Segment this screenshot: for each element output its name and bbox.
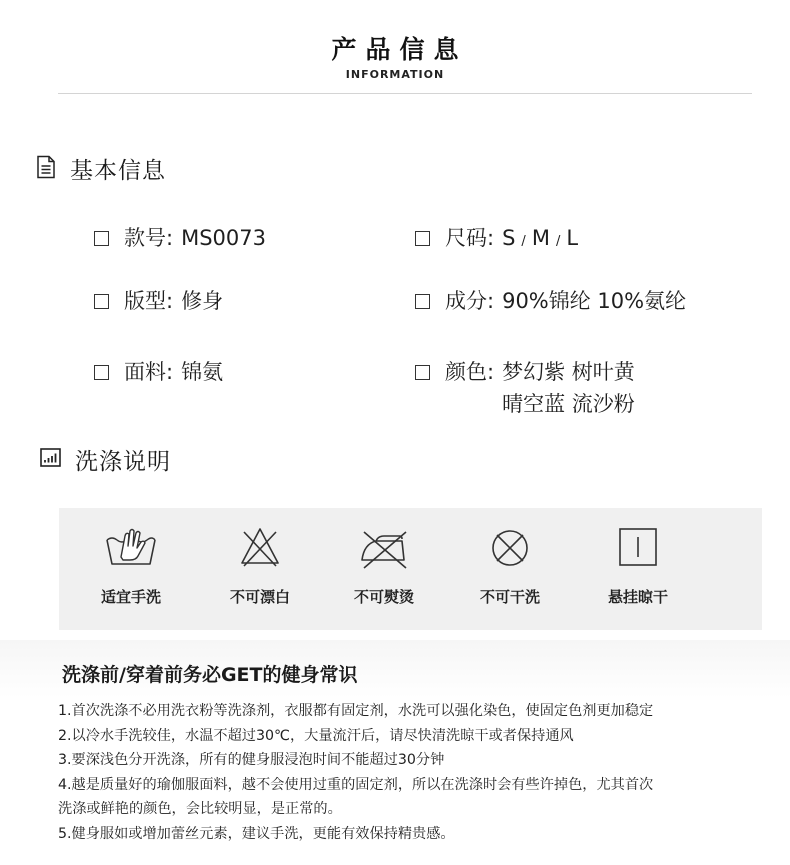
wash-item-no-bleach	[205, 508, 315, 630]
tip-item: 2.以冷水手洗较佳，水温不超过30℃，大量流汗后，请尽快清洗晾干或者保持通风	[58, 727, 574, 744]
size-l: L	[566, 226, 579, 250]
info-key: 尺码:	[445, 226, 495, 250]
tip-item: 5.健身服如或增加蕾丝元素，建议手洗，更能有效保持精贵感。	[58, 825, 455, 842]
hand-wash-icon	[103, 526, 159, 570]
info-value: 修身	[181, 289, 224, 313]
checkbox-square	[415, 365, 430, 380]
tips-section	[0, 640, 790, 865]
checkbox-square	[415, 231, 430, 246]
no-dry-clean-icon	[482, 526, 538, 570]
size-separator: /	[555, 234, 561, 249]
info-item-color	[415, 356, 635, 420]
info-value: 90%锦纶 10%氨纶	[502, 289, 687, 313]
tips-list	[58, 699, 778, 847]
tip-item-continued: 洗涤或鲜艳的颜色，会比较明显，是正常的。	[58, 801, 342, 818]
page-header	[0, 0, 790, 100]
color-values	[502, 356, 635, 420]
tip-item: 4.越是质量好的瑜伽服面料，越不会使用过重的固定剂，所以在洗涤时会有些许掉色，尤其首次	[58, 776, 654, 793]
wash-panel	[59, 508, 762, 630]
info-key: 版型:	[124, 289, 174, 313]
wash-label: 不可熨烫	[353, 588, 414, 606]
checkbox-square	[415, 294, 430, 309]
page-subtitle: INFORMATION	[345, 68, 445, 81]
wash-item-hand-wash	[76, 508, 186, 630]
wash-item-no-dry-clean	[455, 508, 565, 630]
wash-label: 不可干洗	[479, 588, 540, 606]
basic-info-heading	[36, 152, 166, 185]
info-item-fit	[94, 285, 223, 317]
size-values	[502, 222, 578, 258]
tip-item: 1.首次洗涤不必用洗衣粉等洗涤剂，衣服都有固定剂，水洗可以强化染色，使固定色剂更加稳定	[58, 703, 654, 719]
info-key: 款号:	[124, 226, 174, 250]
wash-item-no-iron	[329, 508, 439, 630]
info-item-composition	[415, 285, 686, 317]
chart-frame-icon	[40, 448, 61, 471]
checkbox-square	[94, 294, 109, 309]
info-item-size	[415, 222, 578, 258]
info-key: 颜色:	[445, 360, 495, 384]
document-icon	[36, 155, 56, 183]
wash-label: 不可漂白	[229, 588, 290, 606]
no-iron-icon	[356, 526, 412, 570]
info-item-fabric	[94, 356, 223, 388]
size-m: M	[531, 226, 550, 250]
info-item-style-no	[94, 222, 266, 254]
wash-label: 悬挂晾干	[607, 588, 668, 606]
hang-dry-icon	[610, 526, 666, 570]
info-value: 锦氨	[181, 360, 224, 384]
checkbox-square	[94, 365, 109, 380]
color-line: 梦幻紫 树叶黄	[502, 360, 635, 384]
color-line: 晴空蓝 流沙粉	[502, 392, 635, 416]
wash-item-hang-dry	[583, 508, 693, 630]
info-key: 面料:	[124, 360, 174, 384]
header-divider	[58, 93, 752, 94]
page-title: 产品信息	[331, 35, 468, 64]
size-separator: /	[521, 234, 526, 249]
basic-info-title: 基本信息	[70, 158, 166, 184]
size-s: S	[502, 226, 516, 250]
info-key: 成分:	[445, 289, 495, 313]
wash-label: 适宜手洗	[100, 588, 161, 606]
tip-item: 3.要深浅色分开洗涤，所有的健身服浸泡时间不能超过30分钟	[58, 752, 445, 769]
no-bleach-icon	[232, 526, 288, 570]
wash-title: 洗涤说明	[75, 449, 171, 475]
tips-title: 洗涤前/穿着前务必GET的健身常识	[62, 664, 358, 686]
checkbox-square	[94, 231, 109, 246]
info-value: MS0073	[181, 226, 266, 250]
wash-heading	[40, 443, 171, 476]
